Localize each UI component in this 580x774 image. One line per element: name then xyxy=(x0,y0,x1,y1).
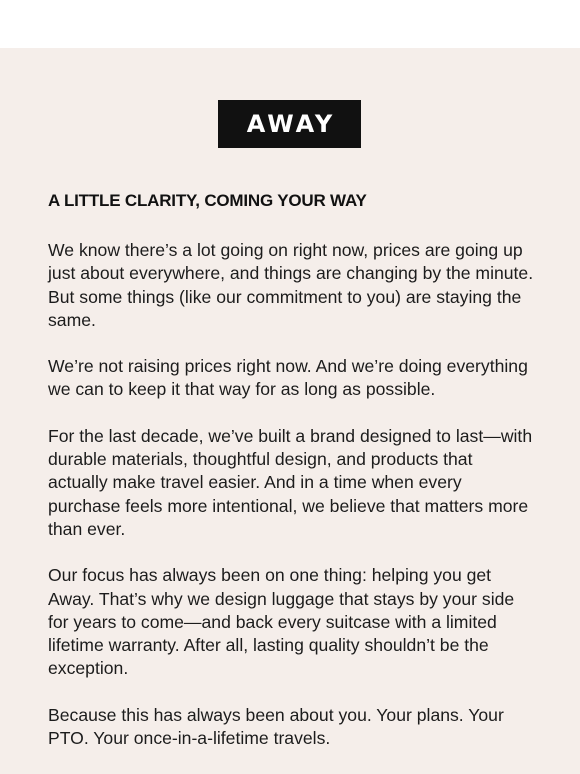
paragraph-focus: Our focus has always been on one thing: helping you get Away. That’s why we design luggage that stays by your side for years to come—and back every suitcase with a limited lifetime warranty. After all, lasting quality shouldn’t be the exception. xyxy=(48,565,515,679)
paragraph-decade: For the last decade, we’ve built a brand designed to last—with durable materials, thoughtful design, and products that actually make travel easier. And in a time when every purchase feels more intentional, we believe that matters more than ever. xyxy=(48,425,533,539)
email-headline: A LITTLE CLARITY, COMING YOUR WAY xyxy=(48,191,367,210)
away-logo[interactable] xyxy=(218,100,361,148)
paragraph-not-raising: We’re not raising prices right now. And we’re doing everything we can to keep it that way for as long as possible. xyxy=(48,356,528,400)
paragraph-prices: We know there’s a lot going on right now, prices are going up just about everywhere, and things are changing by the minute. But some things (like our commitment to you) are staying the same. xyxy=(48,240,534,330)
paragraph-about-you: Because this has always been about you. Your plans. Your PTO. Your once-in-a-lifetime travels. xyxy=(48,704,504,749)
email-body xyxy=(0,48,580,774)
top-whitespace xyxy=(0,0,580,48)
logo-text: AWAY xyxy=(246,110,336,138)
email-content xyxy=(48,190,534,773)
